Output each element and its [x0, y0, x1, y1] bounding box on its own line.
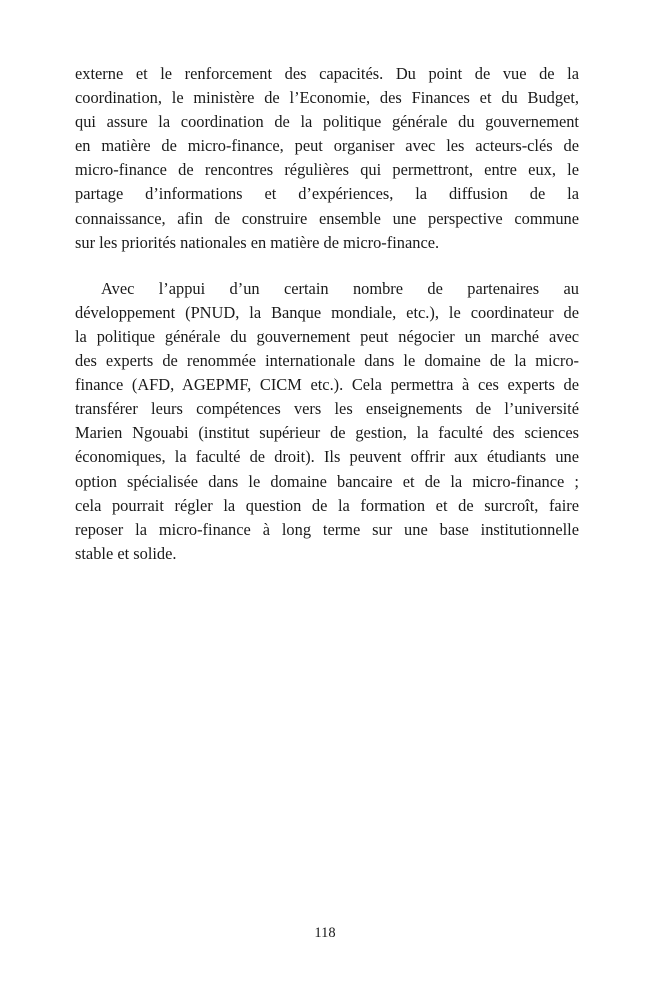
text-line: la politique générale du gouvernement peut négocier un marché avec	[75, 326, 579, 346]
text-line: reposer la micro-finance à long terme sur une base institutionnelle	[75, 519, 579, 539]
text-line: économiques, la faculté de droit). Ils peuvent offrir aux étudiants une	[75, 447, 579, 467]
text-line: micro-finance de rencontres régulières qui permettront, entre eux, le	[75, 160, 579, 180]
text-line: qui assure la coordination de la politique générale du gouvernement	[75, 112, 579, 132]
text-line: cela pourrait régler la question de la formation et de surcroît, faire	[75, 495, 579, 515]
text-line: stable et solide.	[75, 543, 177, 563]
text-line: en matière de micro-finance, peut organiser avec les acteurs-clés de	[75, 136, 579, 156]
text-line: connaissance, afin de construire ensemble une perspective commune	[75, 208, 579, 228]
text-line: partage d’informations et d’expériences, la diffusion de la	[75, 184, 579, 204]
paragraph-1	[75, 62, 579, 255]
text-line: Avec l’appui d’un certain nombre de partenaires au	[101, 278, 579, 298]
text-line: coordination, le ministère de l’Economie, des Finances et du Budget,	[75, 88, 579, 108]
paragraph-spacer	[75, 255, 579, 277]
text-line: développement (PNUD, la Banque mondiale, etc.), le coordinateur de	[75, 302, 579, 322]
text-line: externe et le renforcement des capacités. Du point de vue de la	[75, 64, 579, 83]
text-line: sur les priorités nationales en matière de micro-finance.	[75, 232, 440, 252]
text-line: finance (AFD, AGEPMF, CICM etc.). Cela permettra à ces experts de	[75, 375, 579, 395]
paragraph-2	[75, 277, 579, 566]
page-body	[75, 62, 579, 566]
page-number: 118	[314, 925, 336, 941]
text-line: transférer leurs compétences vers les enseignements de l’université	[75, 399, 579, 419]
text-line: option spécialisée dans le domaine bancaire et de la micro-finance ;	[75, 471, 579, 491]
text-line: des experts de renommée internationale dans le domaine de la micro-	[75, 351, 579, 371]
text-line: Marien Ngouabi (institut supérieur de gestion, la faculté des sciences	[75, 423, 579, 443]
